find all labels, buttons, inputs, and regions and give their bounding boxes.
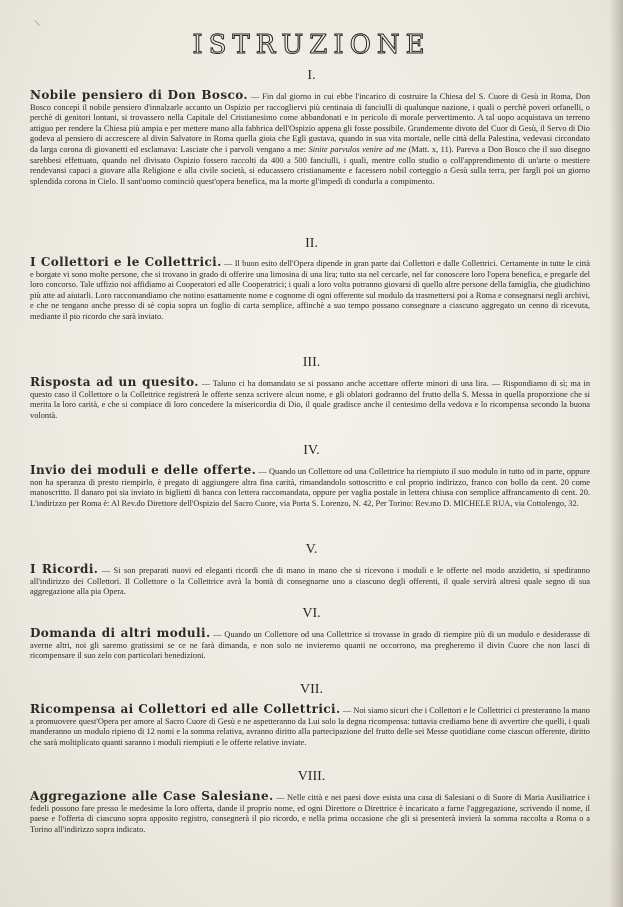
section-8-text: — Nelle città e nei paesi dove esista una casa di Salesiani o di Suore di Maria Ausiliatrice i fedeli possono fare presso le medesime la loro offerta, dande il proprio nome, ed ogni Direttore o Direttrice è incaricato a farne l'aggregazione, scrivendo il nome, il paese e l'offerta di ciascuno sopra apposito registro, consegnerà il pio ricordo, e nella prima occasione che gli si presenterà invierà la somma raccolta a Roma o a Torino all'indirizzo sopra indicato. <box>30 793 590 834</box>
section-3-heading: Risposta ad un quesito. <box>30 375 199 389</box>
document-title: ISTRUZIONE <box>192 30 431 60</box>
section-number-6: VI. <box>302 606 321 621</box>
section-6-heading: Domanda di altri moduli. <box>30 626 211 640</box>
section-1-paragraph <box>30 90 590 187</box>
section-2-paragraph <box>30 257 590 323</box>
section-1-heading: Nobile pensiero di Don Bosco. <box>30 88 248 102</box>
section-1-text-b: (Matt. x, 11). Pareva a Don Bosco che il suo disegno sarebbesi effettuato, quando nel divisato Ospizio fossero raccolti da 400 a 500 fanciulli, i quali, mentre collo studio o coll'apprendimento di un'arte o mestiere rendevansi capaci a giovare alla Religione e alla civile società, si educassero cristianamente e facessero nobil corteggio a Gesù sulla terra, per fargli poi un giorno splendida corona in Cielo. Il sant'uomo cominciò quest'opera benefica, ma la morte gl'impedì di condurla a compimento. <box>30 144 591 186</box>
section-7-heading: Ricompensa ai Collettori ed alle Collettrici. <box>30 702 341 716</box>
section-1-text-a: — Fin dal giorno in cui ebbe l'incarico di costruire la Chiesa del S. Cuore di Gesù in Roma, Don Bosco concepì il nobile pensiero d'innalzarle accanto un Ospizio per raccogliervi più centinaia di fanciulli di qualunque nazione, i quali o perchè poveri orfanelli, o perchè di genitori lontani, si trovassero nella Capitale del Cristianesimo come abbandonati e in pericolo di morale pervertimento. A tal uopo acquistava un terreno attiguo per rendere la Chiesa più ampia e per mettere mano alla fabbrica dell'Ospizio appena gli fosse possibile. Grandemente divoto del Cuor di Gesù, il Servo di Dio godeva al pensiero di accrescere al divin Salvatore in Roma quella gioia che Egli gustava, quando in sua vita mortale, nelle città della Palestina, vedevasi circondato da larga corona di giovanetti ed esclamava: Lasciate che i parvoli vengano a me: <box>30 92 591 154</box>
section-7-paragraph <box>30 704 590 748</box>
section-3-paragraph <box>30 377 590 421</box>
section-7-text: — Noi siamo sicuri che i Collettori e le Collettrici ci presteranno la mano a promuovere quest'Opera per amore al Sacro Cuore di Gesù e ne aspetteranno da Lui solo la degna ricompensa: tuttavia crediamo bene di avvertire che quelli, i quali manderanno un modulo ripieno di 12 nomi e la somma relativa, avranno diritto alla partecipazione del frutto delle sei Messe quotidiane come ciascun offerente, diritto che sarà moltiplicato quanti saranno i moduli riempiuti e le offerte relative inviate. <box>30 706 590 747</box>
section-4-heading: Invio dei moduli e delle offerte. <box>30 463 257 477</box>
section-4-paragraph <box>30 465 590 509</box>
section-8-heading: Aggregazione alle Case Salesiane. <box>30 789 274 803</box>
section-number-7: VII. <box>300 682 323 697</box>
section-5-heading: I Ricordi. <box>30 562 99 576</box>
section-6-text: — Quando un Collettore od una Collettrice si trovasse in grado di riempire più di un modulo e desiderasse di averne altri, noi gli saremo gratissimi se ce ne farà dimanda, e non solo ne invieremo quanti ne occorrono, ma pregheremo il divin Cuore che non lasci di ricompensare il suo zelo con particolari benedizioni. <box>30 630 590 661</box>
section-6-paragraph <box>30 628 590 662</box>
section-number-1: I. <box>307 68 316 83</box>
section-5-paragraph <box>30 564 590 598</box>
section-2-heading: I Collettori e le Collettrici. <box>30 255 222 269</box>
section-8-paragraph <box>30 791 590 835</box>
section-3-text: — Taluno ci ha domandato se si possano anche accettare offerte minori di una lira. — Rispondiamo di sì; ma in questo caso il Collettore o la Collettrice registrerà le offerte senza scrivere alcun nome, e gli oblatori godranno del frutto della S. Messa in quella proporzione che si merita la loro carità, e che si compiace di loro concedere la misericordia di Dio, il quale gradisce anche il centesimo della vedova e lo ricompensa secondo la buona volontà. <box>30 379 591 420</box>
section-number-4: IV. <box>303 443 320 458</box>
section-2-text: — Il buon esito dell'Opera dipende in gran parte dai Collettori e dalle Collettrici. Certamente in tutte le città e borgate vi sono molte persone, che si trovano in grado di offerire una limosina di una lira; tutto sta nel cercarle, nel far conoscere loro l'opera benefica, e pregarle del loro concorso. Tale uffizio noi affidiamo ai Cooperatori ed alle Cooperatrici; i quali a loro volta potranno giovarsi di quello altre persone della famiglia, che giudichino più atte ad aiutarli. Loro raccomandiamo che notino esattamente nome e cognome di ogni offerente sul modulo da trasmettersi poi a Roma e consegnarsi negli archivi, e che ne tengano anche presso di sè copia sopra un foglio di carta semplice, affinchè a suo tempo possano consegnare a ciascuno aggregato un cenno di ricevuta, mediante il pio ricordo che sarà inviato. <box>30 259 590 321</box>
section-number-2: II. <box>305 236 318 251</box>
section-number-5: V. <box>305 542 318 557</box>
section-number-8: VIII. <box>297 769 326 784</box>
section-number-3: III. <box>302 355 321 370</box>
margin-mark: \ <box>33 17 41 30</box>
section-1-text-italic: Sinite parvulos venire ad me <box>308 144 406 154</box>
section-5-text: — Si son preparati nuovi ed eleganti ricordi che di mano in mano che si ricevono i moduli e le offerte nel modo anzidetto, si spediranno all'indirizzo dei Collettori. Il Collettore o la Collettrice avrà la bontà di consegnarne uno a ciascuno degli offerenti, il quale servirà altresì quale segno di sua aggregazione alla pia Opera. <box>30 566 590 597</box>
section-4-text: — Quando un Collettore od una Collettrice ha riempiuto il suo modulo in tutto od in parte, oppure non ha speranza di presto riempirlo, è pregato di aggiungere altra fina carità, rimandandolo sottoscritto e col proprio indirizzo, franco con bollo da cent. 20 come manoscritto. Il danaro poi sia inviato in biglietti di banca con lettera raccomandata, oppure per vaglia postale in lettera chiusa con semplice affrancamento di cent. 20. L'indirizzo per Roma è: Al Rev.do Direttore dell'Ospizio del Sacro Cuore, via Porta S. Lorenzo, N. 42, Per Torino: Rev.mo D. MICHELE RUA, via Cottolengo, 32. <box>30 467 590 508</box>
